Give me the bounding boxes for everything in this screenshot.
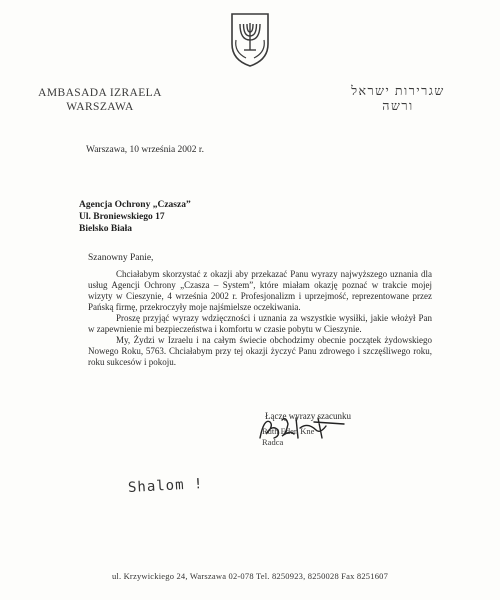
recipient-name: Agencja Ochrony „Czasza” xyxy=(79,200,191,210)
body-paragraph: Proszę przyjąć wyrazy wdzięczności i uznania za wszystkie wysiłki, jakie włożył Pan w zapewnienie mi bezpieczeństwa i komfortu w czasie pobytu w Cieszynie. xyxy=(88,313,432,334)
letter-date: Warszawa, 10 września 2002 r. xyxy=(86,145,204,155)
closing-line: Łączę wyrazy szacunku xyxy=(265,411,351,421)
embassy-hebrew-line-2: ורשה xyxy=(382,99,414,113)
menorah-emblem-icon xyxy=(226,10,274,68)
signer-name: Ruth Eden Kne xyxy=(262,426,315,436)
embassy-name-line-1: AMBASADA IZRAELA xyxy=(38,87,162,99)
signer-title: Radca xyxy=(262,437,284,447)
embassy-name-latin xyxy=(30,86,170,114)
recipient-street: Ul. Broniewskiego 17 xyxy=(79,212,165,222)
recipient-city: Bielsko Biała xyxy=(79,224,133,234)
embassy-name-hebrew xyxy=(318,84,478,114)
signer-block xyxy=(262,426,314,448)
footer-contact-line: ul. Krzywickiego 24, Warszawa 02-078 Tel. 8250923, 8250028 Fax 8251607 xyxy=(111,571,389,581)
handwritten-note: Shalom ! xyxy=(127,476,204,496)
salutation: Szanowny Panie, xyxy=(88,253,154,263)
body-paragraph: My, Żydzi w Izraelu i na całym świecie obchodzimy obecnie początek żydowskiego Nowego Roku, 5763. Chciałabym przy tej okazji życzyć Panu zdrowego i szczęśliwego roku, roku sukcesów i pokoju. xyxy=(88,335,432,367)
recipient-address xyxy=(79,199,191,235)
letter-body xyxy=(88,269,432,368)
body-paragraph: Chciałabym skorzystać z okazji aby przekazać Panu wyrazy najwyższego uznania dla usług Agencji Ochrony „Czasza – System”, które miałam okazję poznać w trakcie mojej wizyty w Cieszynie, 4 września 2002 r. Profesjonalizm i uprzejmość, reprezentowane przez Pańską firmę, przekroczyły moje najśmielsze oczekiwania. xyxy=(88,269,432,312)
embassy-hebrew-line-1: שגרירות ישראל xyxy=(351,84,445,98)
embassy-name-line-2: WARSZAWA xyxy=(66,101,134,113)
